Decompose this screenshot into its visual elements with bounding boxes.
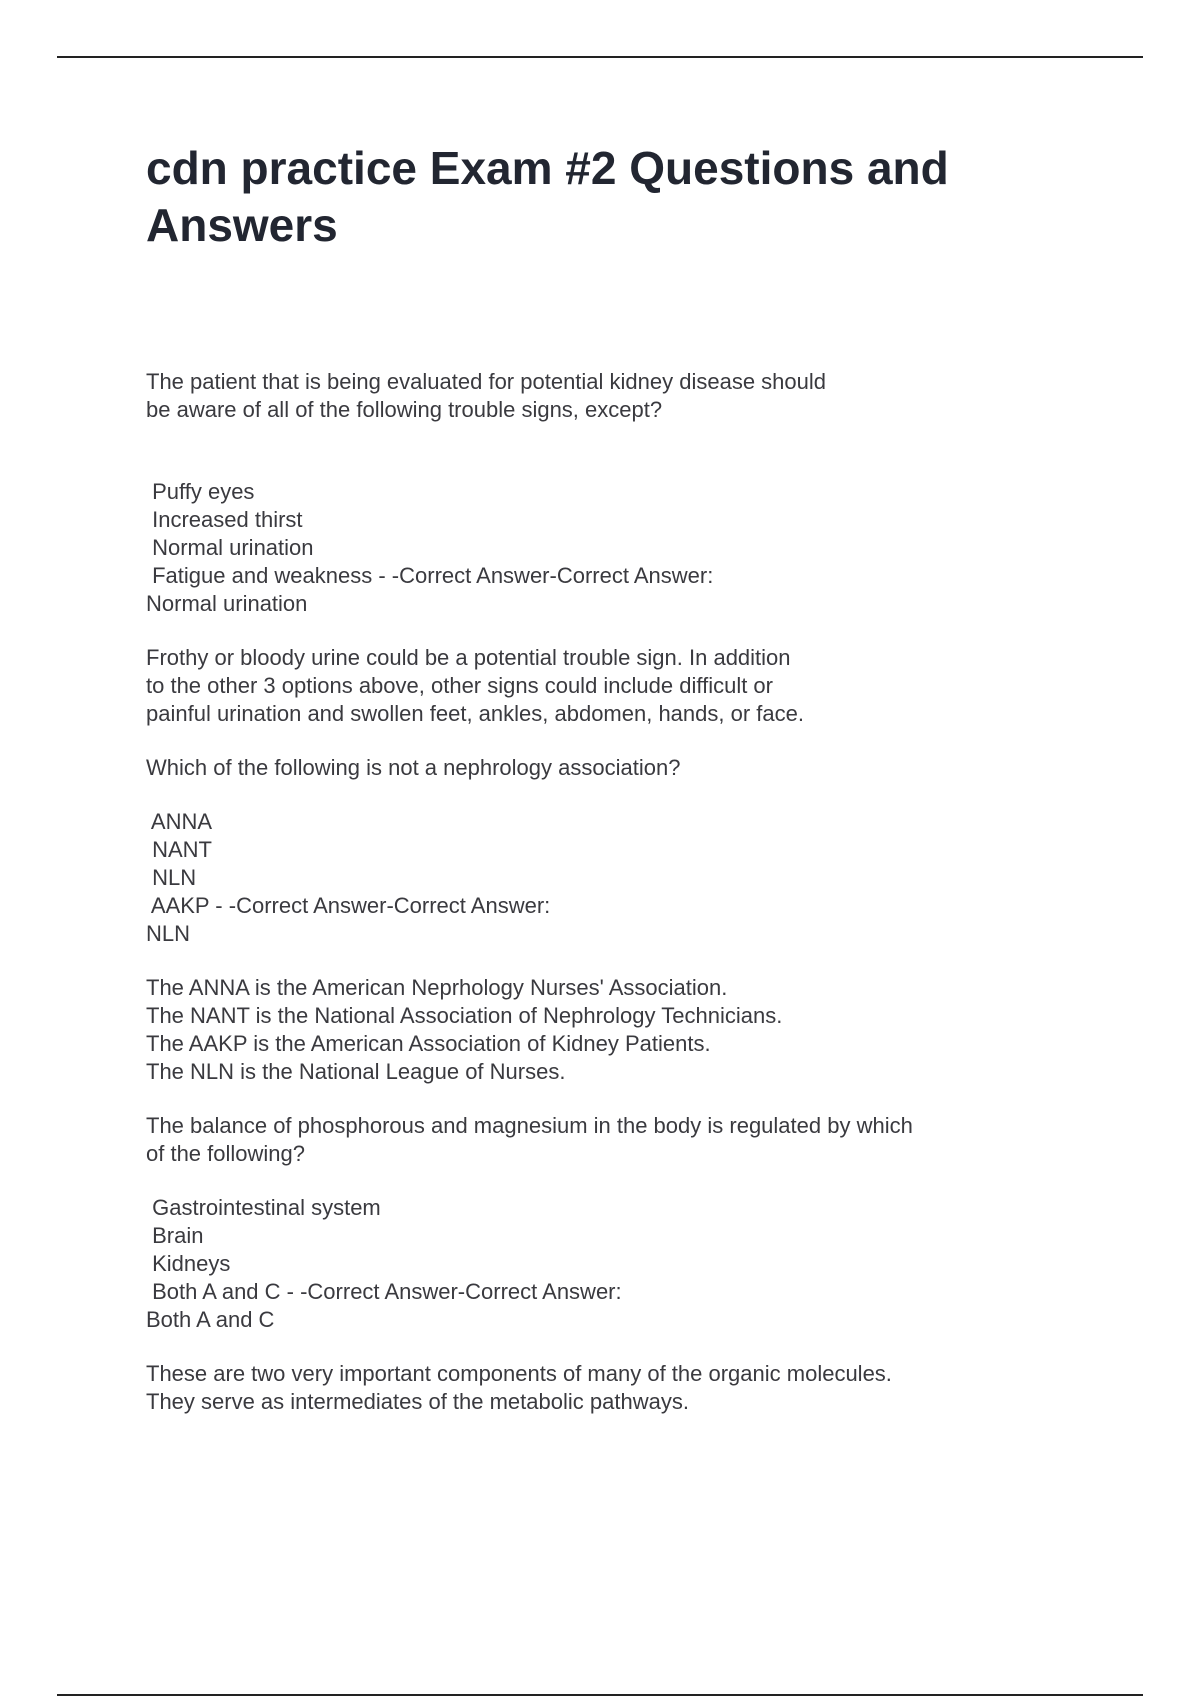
question-text: The balance of phosphorous and magnesium in the body is regulated by which <box>146 1113 913 1138</box>
answer-option: AAKP - -Correct Answer-Correct Answer: <box>146 893 551 918</box>
answer-option: NANT <box>146 837 212 862</box>
correct-answer: Normal urination <box>146 591 308 616</box>
document-body <box>146 368 1006 1416</box>
answer-option: Fatigue and weakness - -Correct Answer-Correct Answer: <box>146 563 714 588</box>
answer-option: Brain <box>146 1223 204 1248</box>
question-block <box>146 1112 1006 1416</box>
answer-option: Puffy eyes <box>146 479 255 504</box>
explanation-text: The AAKP is the American Association of Kidney Patients. <box>146 1031 711 1056</box>
question-block <box>146 754 1006 1086</box>
explanation-text: The NANT is the National Association of Nephrology Technicians. <box>146 1003 783 1028</box>
explanation-text: The ANNA is the American Neprhology Nurses' Association. <box>146 975 728 1000</box>
top-divider <box>57 56 1143 58</box>
answer-option: Both A and C - -Correct Answer-Correct Answer: <box>146 1279 622 1304</box>
explanation-text: to the other 3 options above, other signs could include difficult or <box>146 673 773 698</box>
answer-option: Kidneys <box>146 1251 231 1276</box>
answer-option: Gastrointestinal system <box>146 1195 381 1220</box>
page-title: cdn practice Exam #2 Questions and Answers <box>146 142 949 251</box>
answer-option: Normal urination <box>146 535 314 560</box>
correct-answer: NLN <box>146 921 191 946</box>
question-text: Which of the following is not a nephrology association? <box>146 755 681 780</box>
answer-option: NLN <box>146 865 197 890</box>
question-text: The patient that is being evaluated for potential kidney disease should <box>146 369 827 394</box>
question-text: be aware of all of the following trouble signs, except? <box>146 397 663 422</box>
explanation-text: Frothy or bloody urine could be a potential trouble sign. In addition <box>146 645 791 670</box>
explanation-text: They serve as intermediates of the metabolic pathways. <box>146 1389 689 1414</box>
answer-option: Increased thirst <box>146 507 303 532</box>
answer-option: ANNA <box>146 809 213 834</box>
explanation-text: These are two very important components of many of the organic molecules. <box>146 1361 892 1386</box>
explanation-text: The NLN is the National League of Nurses. <box>146 1059 566 1084</box>
question-block <box>146 368 1006 728</box>
explanation-text: painful urination and swollen feet, ankles, abdomen, hands, or face. <box>146 701 804 726</box>
correct-answer: Both A and C <box>146 1307 275 1332</box>
bottom-divider <box>57 1694 1143 1696</box>
question-text: of the following? <box>146 1141 305 1166</box>
